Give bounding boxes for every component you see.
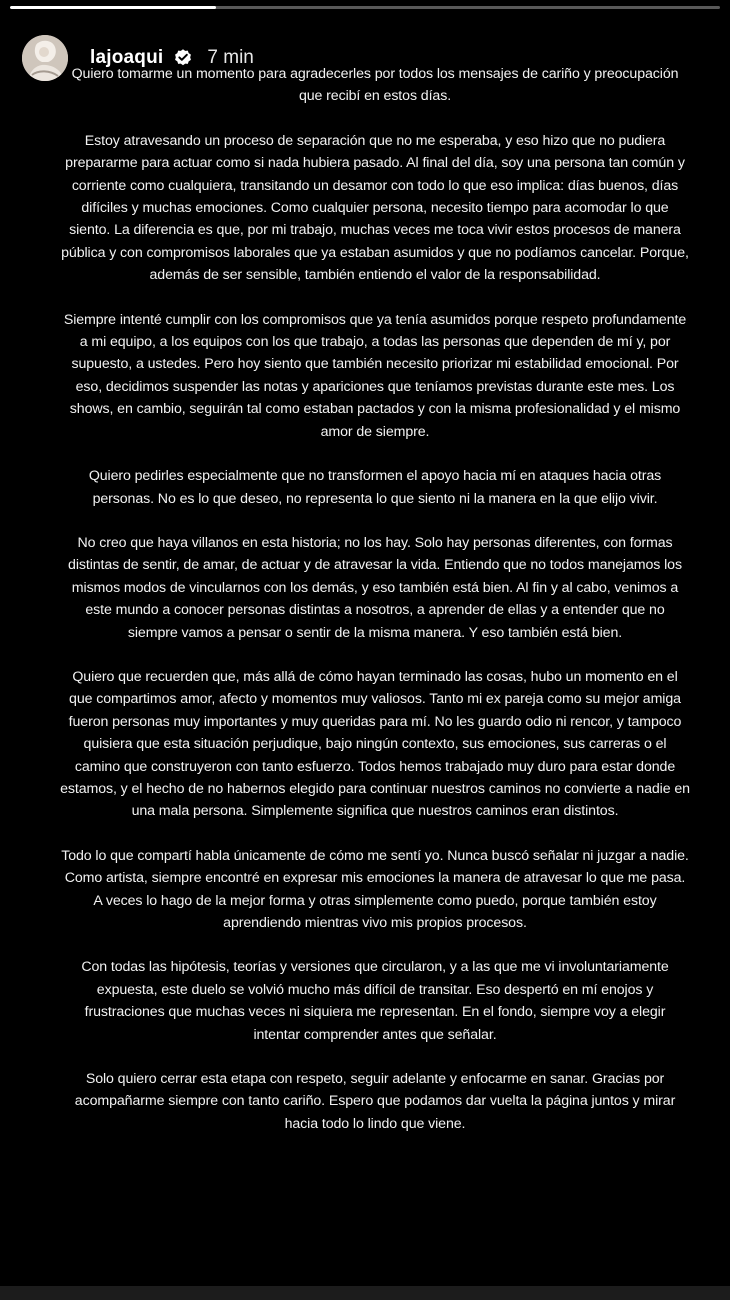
paragraph: Con todas las hipótesis, teorías y versiones que circularon, y a las que me vi involuntariamente expuesta, este duelo se volvió mucho más difícil de transitar. Eso despertó en mí enojos y frustraciones que muchas veces ni siquiera me representan. En el fondo, siempre voy a elegir intentar comprender antes que señalar.: [81, 959, 669, 1043]
story-progress-fill: [10, 6, 216, 9]
bottom-bar: [0, 1286, 730, 1300]
paragraph: Quiero pedirles especialmente que no transformen el apoyo hacia mí en ataques hacia otras personas. No es lo que deseo, no representa lo que siento ni la manera en la que elijo vivir.: [88, 468, 662, 507]
story-time-ago: 7 min: [207, 47, 254, 68]
paragraph: Solo quiero cerrar esta etapa con respeto, seguir adelante y enfocarme en sanar. Gracias por acompañarme siempre con tanto cariño. Espero que podamos dar vuelta la página juntos y mirar hacia todo lo lindo que viene.: [74, 1071, 676, 1132]
paragraph: Estoy atravesando un proceso de separación que no me esperaba, y eso hizo que no pudiera prepararme para actuar como si nada hubiera pasado. Al final del día, soy una persona tan común y corriente como cualquiera, transitando un desamor con todo lo que eso implica: días buenos, días difíciles y muchas emociones. Como cualquier persona, necesito tiempo para acomodar lo que siento. La diferencia es que, por mi trabajo, muchas veces me toca vivir estos procesos de manera pública y con compromisos laborales que ya estaban asumidos y que no podíamos cancelar. Porque, además de ser sensible, también entiendo el valor de la responsabilidad.: [61, 132, 689, 284]
paragraph: No creo que haya villanos en esta historia; no los hay. Solo hay personas diferentes, con formas distintas de sentir, de amar, de actuar y de atravesar la vida. Entiendo que no todos manejamos los mismos modos de vincularnos con los demás, y eso también está bien. Al fin y al cabo, venimos a este mundo a conocer personas distintas a nosotros, a aprender de ellas y a entender que no siempre vamos a pensar o sentir de la misma manera. Y eso también está bien.: [68, 534, 682, 641]
paragraph: Quiero que recuerden que, más allá de cómo hayan terminado las cosas, hubo un momento en el que compartimos amor, afecto y momentos muy valiosos. Tanto mi ex pareja como su mejor amiga fueron personas muy importantes y muy queridas para mí. No les guardo odio ni rencor, y tampoco quisiera que esta situación perjudique, bajo ningún contexto, sus emociones, sus carreras o el camino que construyeron con tanto esfuerzo. Todos hemos trabajado muy duro para estar donde estamos, y el hecho de no habernos elegido para continuar nuestros caminos no convierte a nadie en una mala persona. Simplemente significa que nuestros caminos eran distintos.: [60, 668, 690, 820]
story-progress-bar: [10, 6, 720, 9]
paragraph: Quiero tomarme un momento para agradecerles por todos los mensajes de cariño y preocupación que recibí en estos días.: [71, 66, 679, 105]
story-username[interactable]: lajoaqui: [90, 47, 164, 68]
paragraph: Todo lo que compartí habla únicamente de cómo me sentí yo. Nunca buscó señalar ni juzgar a nadie. Como artista, siempre encontré en expresar mis emociones la manera de atravesar lo que me pasa. A veces lo hago de la mejor forma y otras simplemente como puedo, porque también estoy aprendiendo mientras vivo mis propios procesos.: [61, 847, 689, 931]
story-text-block: [60, 63, 690, 1157]
paragraph: Siempre intenté cumplir con los compromisos que ya tenía asumidos porque respeto profundamente a mi equipo, a los equipos con los que trabajo, a todas las personas que dependen de mí y, por supuesto, a ustedes. Pero hoy siento que también necesito priorizar mi estabilidad emocional. Por eso, decidimos suspender las notas y apariciones que teníamos previstas durante este mes. Los shows, en cambio, seguirán tal como estaban pactados y con la misma profesionalidad y el mismo amor de siempre.: [63, 311, 687, 440]
